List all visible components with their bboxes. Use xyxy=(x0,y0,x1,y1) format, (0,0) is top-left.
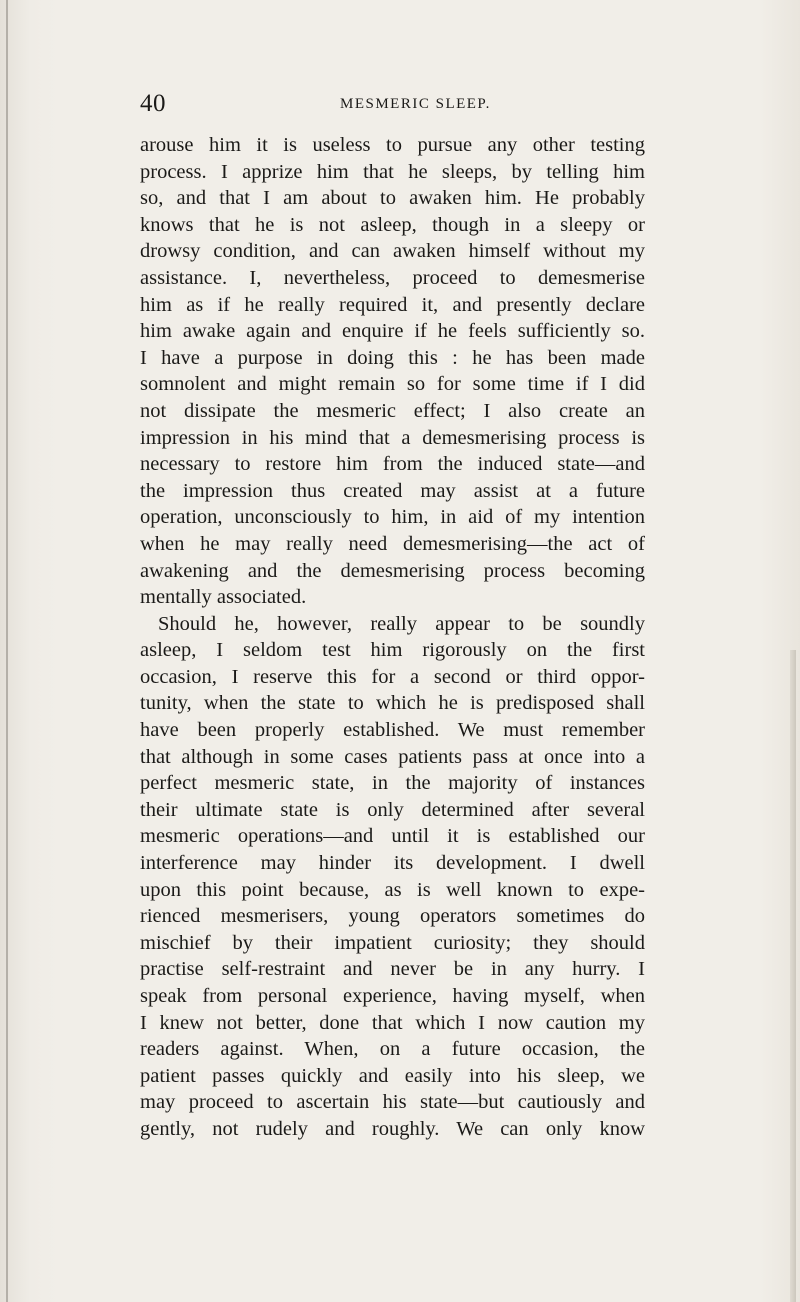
text-line: process. I apprize him that he sleeps, by telling him xyxy=(140,160,645,183)
text-line: arouse him it is useless to pursue any other testing xyxy=(140,134,645,156)
text-line: their ultimate state is only determined after several xyxy=(140,798,645,821)
text-line: assistance. I, nevertheless, proceed to demesmerise xyxy=(140,266,645,289)
text-line: impression in his mind that a demesmerising process is xyxy=(140,426,645,449)
text-line: asleep, I seldom test him rigorously on the first xyxy=(140,639,645,662)
text-line: not dissipate the mesmeric effect; I also create an xyxy=(140,399,645,422)
text-line: speak from personal experience, having myself, when xyxy=(140,985,645,1007)
text-line: knows that he is not asleep, though in a sleepy or xyxy=(140,213,645,236)
text-line: patient passes quickly and easily into his sleep, we xyxy=(140,1064,645,1087)
text-line: Should he, however, really appear to be soundly xyxy=(158,612,645,635)
text-line: gently, not rudely and roughly. We can only know xyxy=(140,1117,645,1140)
text-line: tunity, when the state to which he is predisposed shall xyxy=(140,692,645,715)
text-line: upon this point because, as is well known to expe- xyxy=(140,878,645,901)
page-number: 40 xyxy=(140,90,166,117)
text-line: mischief by their impatient curiosity; they should xyxy=(140,931,645,954)
text-line: I have a purpose in doing this : he has been made xyxy=(140,346,645,369)
text-line: mentally associated. xyxy=(140,586,307,609)
text-line: the impression thus created may assist at a future xyxy=(140,479,645,502)
body-text xyxy=(140,132,645,1143)
text-line: that although in some cases patients pass at once into a xyxy=(140,745,645,768)
text-line: him awake again and enquire if he feels sufficiently so. xyxy=(140,320,645,343)
text-line: interference may hinder its development. I dwell xyxy=(140,852,645,875)
text-line: practise self-restraint and never be in any hurry. I xyxy=(140,958,645,981)
page-outer-edge xyxy=(790,650,796,1302)
text-line: when he may really need demesmerising—the act of xyxy=(140,532,645,555)
text-line: so, and that I am about to awaken him. He probably xyxy=(140,187,645,210)
text-line: have been properly established. We must remember xyxy=(140,719,645,742)
text-line: occasion, I reserve this for a second or third oppor- xyxy=(140,665,645,688)
text-line: awakening and the demesmerising process becoming xyxy=(140,559,645,582)
text-line: perfect mesmeric state, in the majority of instances xyxy=(140,772,645,795)
page-header xyxy=(140,90,645,118)
text-line: may proceed to ascertain his state—but cautiously and xyxy=(140,1091,645,1114)
text-line: readers against. When, on a future occasion, the xyxy=(140,1038,645,1061)
page-binding-edge xyxy=(6,0,8,1302)
text-line: somnolent and might remain so for some time if I did xyxy=(140,373,645,396)
text-line: him as if he really required it, and presently declare xyxy=(140,293,645,316)
text-line: necessary to restore him from the induced state—and xyxy=(140,453,645,476)
text-line: mesmeric operations—and until it is established our xyxy=(140,825,645,848)
text-line: rienced mesmerisers, young operators sometimes do xyxy=(140,905,645,928)
text-line: drowsy condition, and can awaken himself without my xyxy=(140,240,645,263)
running-head: MESMERIC SLEEP. xyxy=(340,96,491,112)
text-line: operation, unconsciously to him, in aid of my intention xyxy=(140,506,645,529)
text-line: I knew not better, done that which I now caution my xyxy=(140,1011,645,1034)
